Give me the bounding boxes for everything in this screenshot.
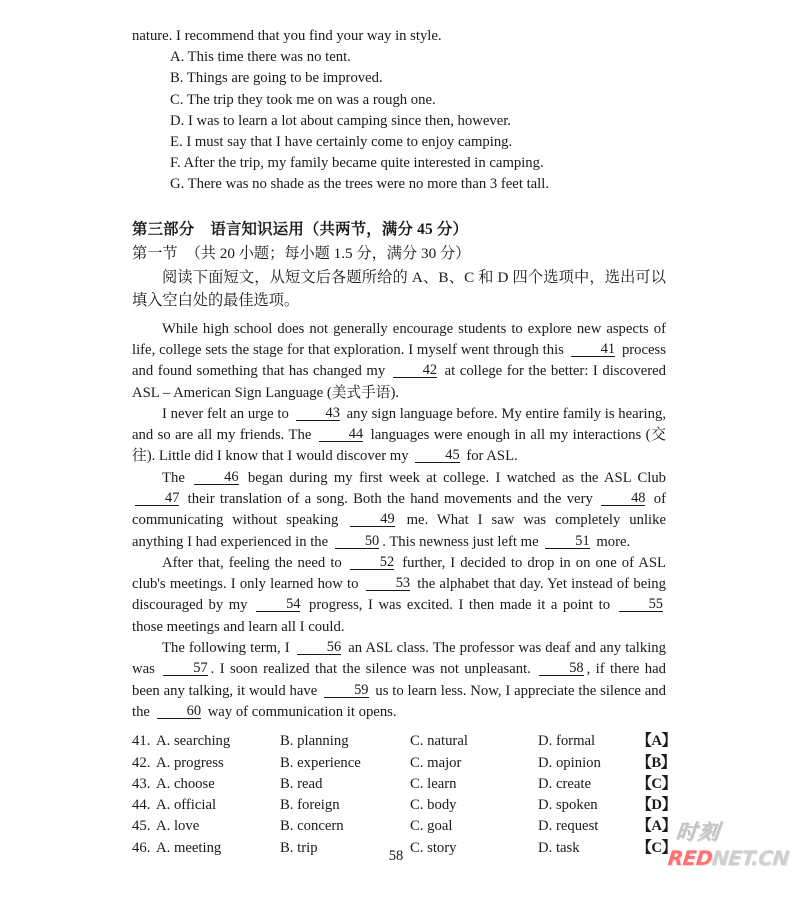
choice-b[interactable]: B. read — [280, 775, 323, 792]
passage-text: . I soon realized that the silence was not unpleasant. — [210, 661, 537, 678]
passage-text: . This newness just left me — [382, 533, 543, 550]
choice-a[interactable]: A. love — [156, 818, 200, 835]
choice-d[interactable]: D. formal — [538, 733, 596, 750]
passage-text: languages were enough in all my interactions (交往). Little did I know that I would discover my — [132, 427, 666, 465]
choice-c[interactable]: C. learn — [410, 775, 457, 792]
cloze-blank[interactable]: 49 — [350, 512, 394, 527]
watermark-red-text: RED — [666, 846, 714, 870]
passage-paragraph — [132, 638, 666, 723]
watermark-chinese-text: 时刻 — [674, 820, 722, 844]
answer-option-row — [132, 774, 677, 795]
sentence-option: D. I was to learn a lot about camping since then, however. — [170, 112, 511, 129]
passage-paragraph — [132, 404, 666, 468]
choice-a[interactable]: A. meeting — [156, 839, 222, 856]
question-number: 42. — [132, 754, 151, 771]
passage-paragraph — [132, 468, 666, 553]
cloze-passage — [132, 319, 666, 724]
passage-text: more. — [592, 533, 631, 550]
sentence-option: F. After the trip, my family became quite interested in camping. — [170, 155, 544, 172]
sentence-option: G. There was no shade as the trees were no more than 3 feet tall. — [170, 176, 550, 193]
cloze-blank[interactable]: 52 — [350, 555, 394, 570]
passage-text: any sign language before. My entire family is hearing, and so are all my friends. The — [132, 405, 666, 444]
cloze-blank[interactable]: 57 — [163, 661, 207, 676]
cloze-blank[interactable]: 50 — [335, 534, 379, 549]
passage-text: an ASL class. The professor was deaf and any talking was — [132, 640, 666, 678]
choice-c[interactable]: C. goal — [410, 818, 453, 835]
passage-text: further, I decided to drop in on one of ASL club's meetings. I only learned how to — [132, 554, 666, 593]
passage-text: me. What I saw was completely unlike anything I had experienced in the — [132, 512, 666, 550]
passage-paragraph — [132, 553, 666, 638]
choice-d[interactable]: D. opinion — [538, 754, 601, 771]
cloze-blank[interactable]: 60 — [157, 704, 201, 719]
passage-text: for ASL. — [462, 448, 518, 465]
passage-text: process and found something that has changed my — [132, 341, 666, 380]
correct-answer[interactable]: 【C】 — [637, 839, 677, 856]
question-number: 46. — [132, 839, 151, 856]
choice-d[interactable]: D. spoken — [538, 797, 598, 814]
choice-a[interactable]: A. official — [156, 797, 217, 814]
passage-text: way of communication it opens. — [204, 703, 397, 720]
cloze-blank[interactable]: 48 — [601, 491, 645, 506]
correct-answer[interactable]: 【A】 — [637, 818, 677, 835]
passage-text: those meetings and learn all I could. — [132, 618, 345, 635]
choice-a[interactable]: A. searching — [156, 733, 231, 750]
part-heading — [132, 218, 666, 241]
cloze-blank[interactable]: 46 — [194, 470, 238, 485]
answer-option-row — [132, 816, 677, 837]
choice-c[interactable]: C. body — [410, 797, 457, 814]
cloze-blank[interactable]: 56 — [297, 640, 341, 655]
cloze-blank[interactable]: 45 — [415, 448, 459, 463]
sentence-options-list — [132, 47, 666, 195]
answer-option-row — [132, 731, 677, 752]
cloze-blank[interactable]: 42 — [393, 363, 437, 378]
passage-text: at college for the better: I discovered ASL – American Sign Language (美式手语). — [132, 363, 666, 401]
sentence-option: C. The trip they took me on was a rough one. — [170, 91, 436, 108]
sentence-option: A. This time there was no tent. — [170, 49, 351, 66]
answer-option-row — [132, 753, 676, 774]
choice-d[interactable]: D. request — [538, 818, 599, 835]
section-heading-title: 第一节 — [132, 244, 178, 262]
choice-b[interactable]: B. planning — [280, 733, 349, 750]
cloze-blank[interactable]: 43 — [296, 406, 340, 421]
question-number: 45. — [132, 818, 151, 835]
cloze-blank[interactable]: 53 — [366, 576, 410, 591]
passage-text: While high school does not generally encourage students to explore new aspects of life, college sets the stage for that exploration. I myself went through this — [132, 320, 666, 358]
correct-answer[interactable]: 【A】 — [637, 733, 677, 750]
continuation-line: nature. I recommend that you find your way in style. — [132, 28, 442, 44]
choice-c[interactable]: C. natural — [410, 733, 468, 750]
correct-answer[interactable]: 【B】 — [637, 754, 676, 771]
cloze-blank[interactable]: 44 — [319, 427, 363, 442]
part-heading-title: 第三部分 — [132, 220, 195, 238]
choice-a[interactable]: A. progress — [156, 754, 224, 771]
cloze-blank[interactable]: 58 — [539, 661, 583, 676]
passage-text: The following term, I — [162, 640, 294, 657]
instruction-text: 阅读下面短文，从短文后各题所给的 A、B、C 和 D 四个选项中，选出可以填入空白处的最佳选项。 — [132, 268, 666, 310]
section-heading — [132, 242, 666, 265]
answer-options-table — [132, 731, 677, 859]
question-number: 44. — [132, 797, 151, 814]
page-content — [132, 26, 677, 859]
question-number: 43. — [132, 775, 151, 792]
section-heading-subtitle: （共 20 小题；每小题 1.5 分，满分 30 分） — [185, 244, 471, 262]
passage-text: I never felt an urge to — [162, 405, 293, 422]
watermark — [668, 812, 790, 882]
choice-b[interactable]: B. foreign — [280, 797, 340, 814]
cloze-blank[interactable]: 54 — [256, 597, 300, 612]
passage-text: began during my first week at college. I watched as the ASL Club — [241, 469, 667, 486]
sentence-option: B. Things are going to be improved. — [170, 70, 383, 87]
sentence-option: E. I must say that I have certainly come to enjoy camping. — [170, 134, 513, 151]
correct-answer[interactable]: 【D】 — [637, 797, 677, 814]
passage-text: of communicating without speaking — [132, 491, 666, 529]
choice-d[interactable]: D. create — [538, 775, 591, 792]
choice-b[interactable]: B. concern — [280, 818, 344, 835]
question-number: 41. — [132, 733, 151, 750]
passage-paragraph — [132, 319, 666, 404]
choice-c[interactable]: C. story — [410, 839, 457, 856]
passage-text: , if there had been any talking, it would have — [132, 661, 666, 699]
choice-b[interactable]: B. trip — [280, 839, 318, 856]
choice-a[interactable]: A. choose — [156, 775, 215, 792]
cloze-blank[interactable]: 59 — [324, 683, 368, 698]
choice-d[interactable]: D. task — [538, 839, 580, 856]
cloze-blank[interactable]: 47 — [135, 491, 179, 506]
passage-text: us to learn less. Now, I appreciate the silence and the — [132, 682, 666, 720]
passage-text: the alphabet that day. Yet instead of being discouraged by my — [132, 576, 666, 614]
cloze-blank[interactable]: 55 — [619, 597, 663, 612]
watermark-gray-text: NET.CN — [710, 846, 791, 870]
page-number: 58 — [388, 848, 404, 864]
choice-b[interactable]: B. experience — [280, 754, 361, 771]
cloze-blank[interactable]: 41 — [571, 342, 615, 357]
answer-option-row — [132, 795, 677, 816]
cloze-blank[interactable]: 51 — [545, 534, 589, 549]
passage-text: their translation of a song. Both the hand movements and the very — [182, 491, 599, 507]
choice-c[interactable]: C. major — [410, 754, 462, 771]
correct-answer[interactable]: 【C】 — [637, 775, 677, 792]
passage-text: The — [162, 469, 192, 486]
passage-text: After that, feeling the need to — [162, 554, 347, 571]
passage-text: progress, I was excited. I then made it a point to — [303, 597, 616, 614]
part-heading-subtitle: 语言知识运用（共两节，满分 45 分） — [210, 220, 469, 238]
